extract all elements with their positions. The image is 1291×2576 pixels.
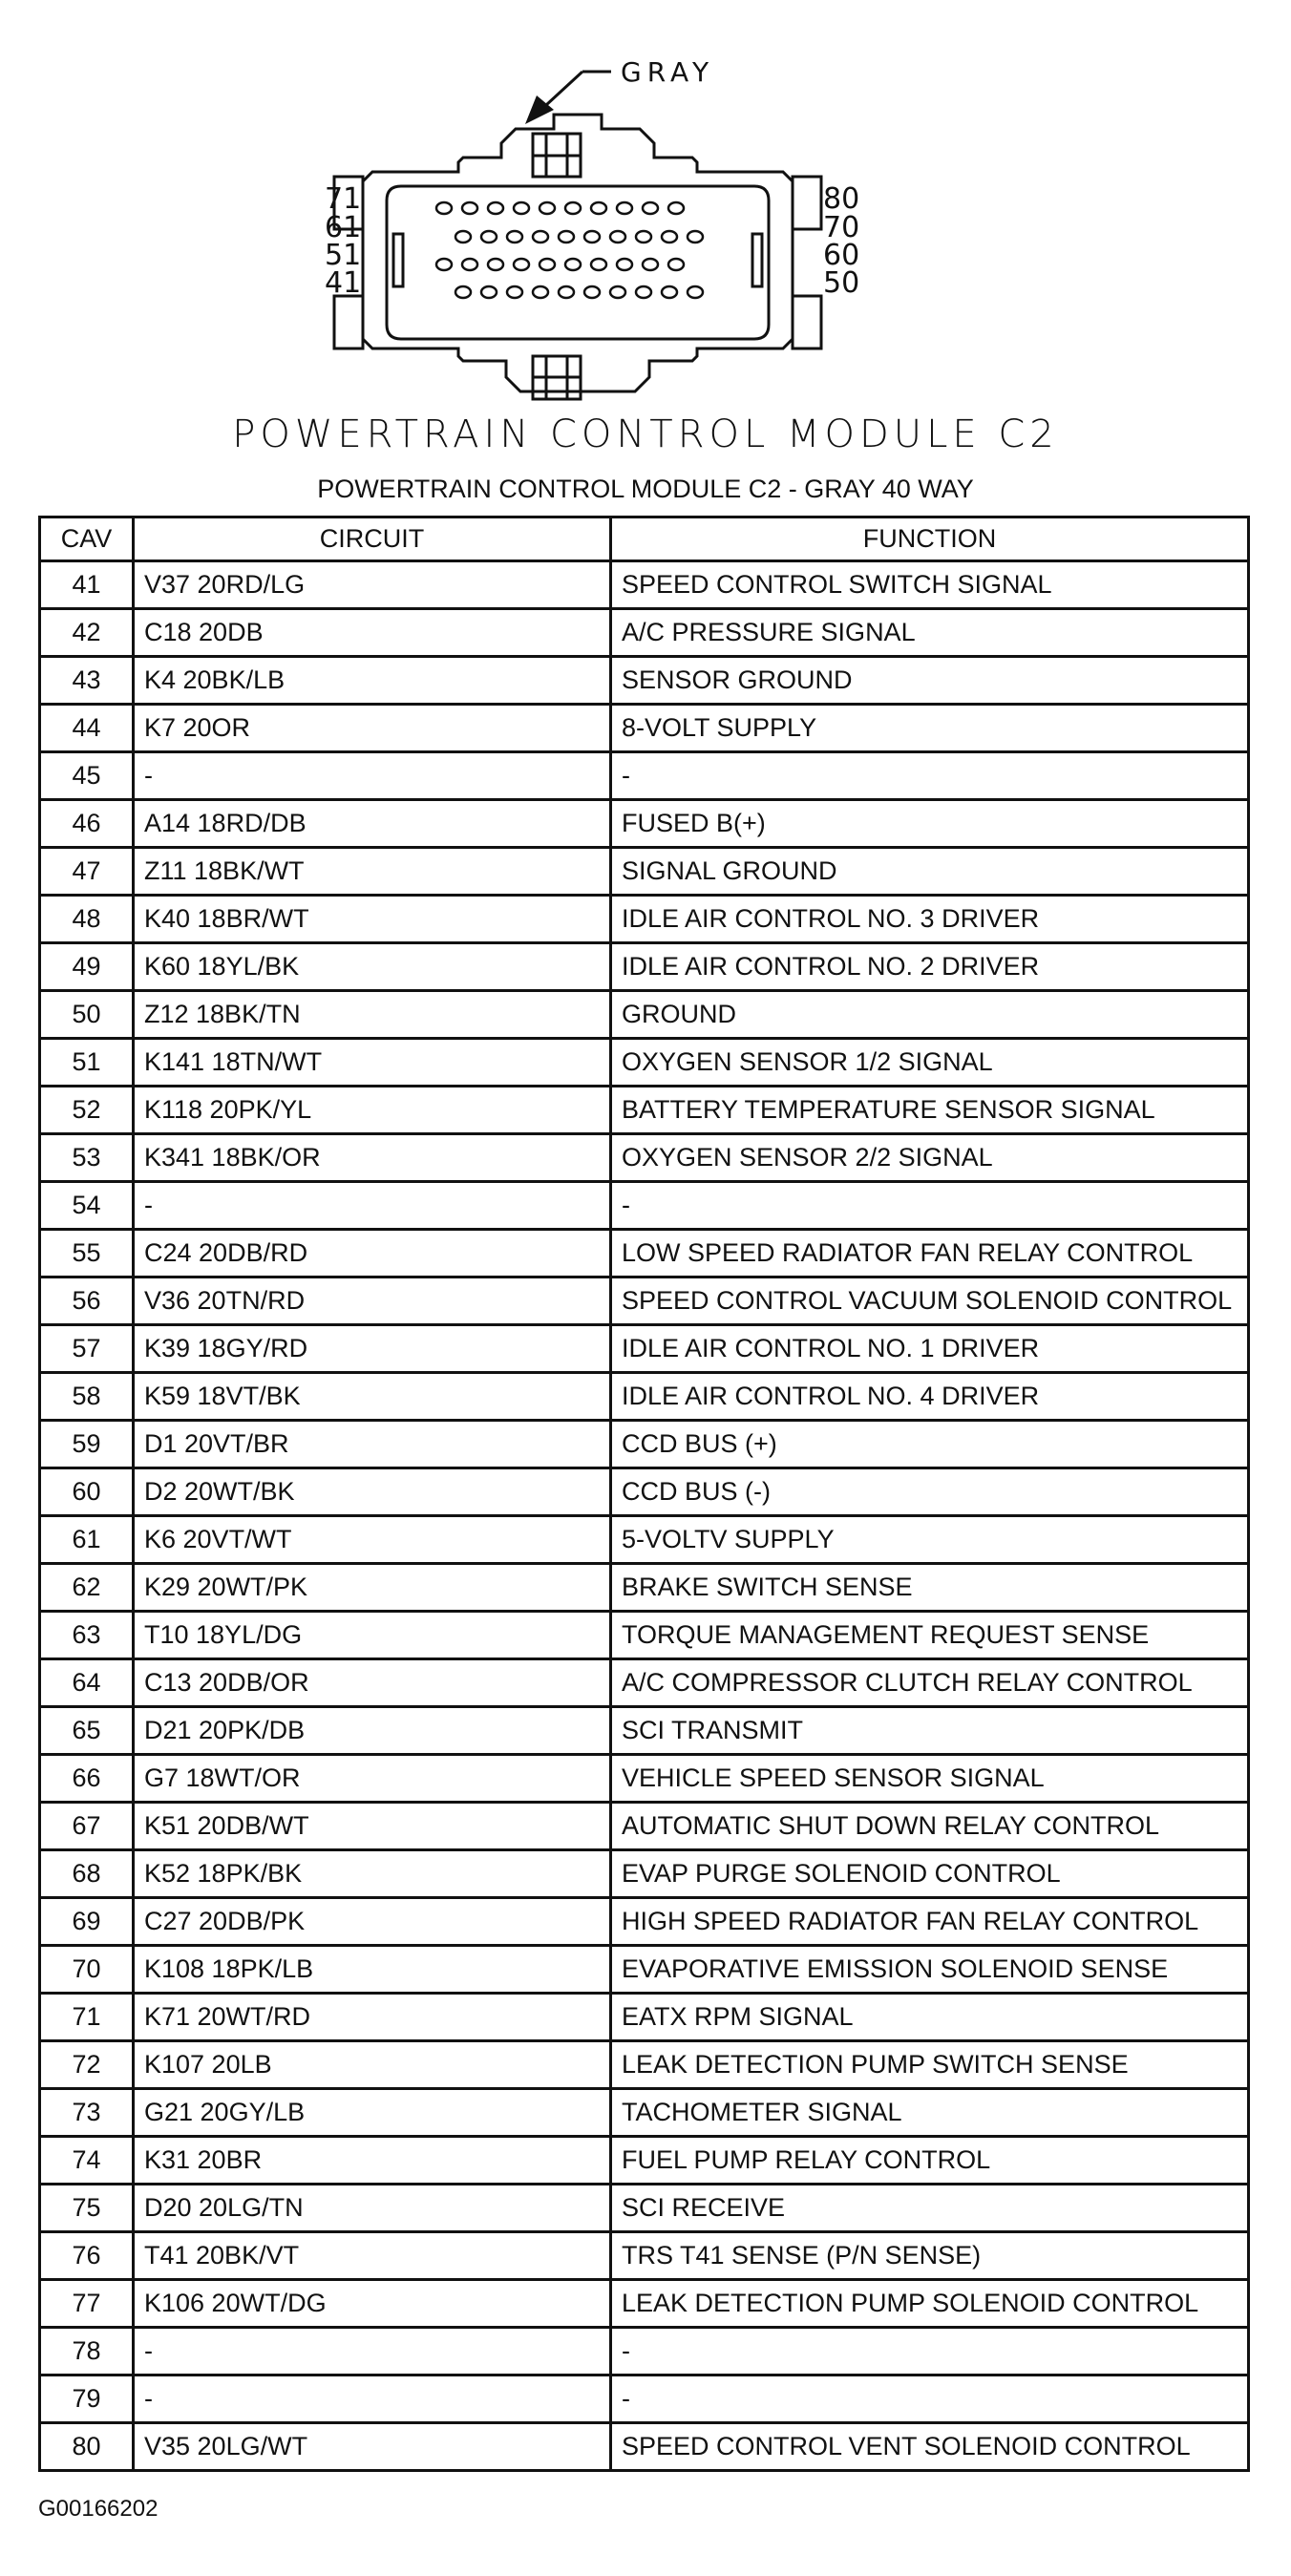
function-cell: SENSOR GROUND — [611, 657, 1249, 705]
pin-cavity — [488, 259, 503, 270]
table-row — [40, 2328, 1249, 2375]
table-row — [40, 896, 1249, 943]
pin-cavity — [559, 231, 574, 243]
cav-cell: 61 — [40, 1516, 134, 1564]
cav-cell: 74 — [40, 2137, 134, 2185]
cav-cell: 59 — [40, 1421, 134, 1468]
cav-cell: 60 — [40, 1468, 134, 1516]
cav-cell: 43 — [40, 657, 134, 705]
table-row — [40, 1898, 1249, 1946]
pin-cavity — [507, 231, 522, 243]
pin-number-label: 70 — [823, 211, 859, 244]
pin-cavity — [617, 259, 632, 270]
circuit-cell: Z12 18BK/TN — [134, 991, 611, 1039]
arrow-icon — [525, 95, 554, 124]
cav-cell: 68 — [40, 1850, 134, 1898]
circuit-cell: K4 20BK/LB — [134, 657, 611, 705]
table-row — [40, 705, 1249, 752]
cav-cell: 55 — [40, 1230, 134, 1277]
cav-cell: 47 — [40, 848, 134, 896]
pin-number-label: 71 — [325, 182, 362, 216]
circuit-cell: C24 20DB/RD — [134, 1230, 611, 1277]
pin-cavity — [688, 231, 703, 243]
cav-cell: 77 — [40, 2280, 134, 2328]
table-row — [40, 561, 1249, 609]
circuit-cell: D21 20PK/DB — [134, 1707, 611, 1755]
function-cell: SPEED CONTROL VACUUM SOLENOID CONTROL — [611, 1277, 1249, 1325]
function-cell: LEAK DETECTION PUMP SWITCH SENSE — [611, 2041, 1249, 2089]
pin-cavity — [455, 286, 471, 298]
cav-cell: 46 — [40, 800, 134, 848]
pin-labels-right — [823, 182, 859, 300]
pin-labels-left — [325, 182, 361, 300]
table-row — [40, 1373, 1249, 1421]
circuit-cell: - — [134, 752, 611, 800]
pin-cavity — [662, 231, 677, 243]
table-row — [40, 1182, 1249, 1230]
circuit-cell: K60 18YL/BK — [134, 943, 611, 991]
function-cell: TORQUE MANAGEMENT REQUEST SENSE — [611, 1612, 1249, 1659]
function-cell: IDLE AIR CONTROL NO. 2 DRIVER — [611, 943, 1249, 991]
cav-cell: 41 — [40, 561, 134, 609]
cav-cell: 56 — [40, 1277, 134, 1325]
table-row — [40, 752, 1249, 800]
function-cell: HIGH SPEED RADIATOR FAN RELAY CONTROL — [611, 1898, 1249, 1946]
function-cell: LEAK DETECTION PUMP SOLENOID CONTROL — [611, 2280, 1249, 2328]
pin-cavity — [643, 202, 658, 214]
function-cell: SCI RECEIVE — [611, 2185, 1249, 2232]
circuit-cell: K31 20BR — [134, 2137, 611, 2185]
pin-cavity — [507, 286, 522, 298]
cav-cell: 54 — [40, 1182, 134, 1230]
cav-cell: 52 — [40, 1087, 134, 1134]
pin-cavity — [533, 231, 548, 243]
table-row — [40, 2375, 1249, 2423]
pin-cavity — [436, 259, 452, 270]
function-cell: TACHOMETER SIGNAL — [611, 2089, 1249, 2137]
function-cell: 5-VOLTV SUPPLY — [611, 1516, 1249, 1564]
circuit-cell: C18 20DB — [134, 609, 611, 657]
table-row — [40, 2041, 1249, 2089]
circuit-cell: K341 18BK/OR — [134, 1134, 611, 1182]
pin-cavity — [514, 259, 529, 270]
table-row — [40, 1612, 1249, 1659]
pin-cavity — [636, 231, 651, 243]
function-cell: CCD BUS (+) — [611, 1421, 1249, 1468]
circuit-cell: K29 20WT/PK — [134, 1564, 611, 1612]
cav-cell: 58 — [40, 1373, 134, 1421]
pin-cavity — [462, 259, 477, 270]
connector-color-label: GRAY — [621, 56, 715, 88]
pin-number-label: 51 — [325, 239, 362, 272]
cav-cell: 44 — [40, 705, 134, 752]
pin-cavity — [565, 259, 581, 270]
pinout-body — [40, 561, 1249, 2471]
circuit-cell: V35 20LG/WT — [134, 2423, 611, 2471]
module-title: POWERTRAIN CONTROL MODULE C2 — [232, 412, 1059, 456]
circuit-cell: K52 18PK/BK — [134, 1850, 611, 1898]
table-row — [40, 1755, 1249, 1803]
cav-cell: 72 — [40, 2041, 134, 2089]
cav-cell: 62 — [40, 1564, 134, 1612]
circuit-cell: - — [134, 1182, 611, 1230]
pin-cavity — [533, 286, 548, 298]
pin-cavity — [643, 259, 658, 270]
circuit-cell: K6 20VT/WT — [134, 1516, 611, 1564]
pin-cavity — [481, 231, 497, 243]
cav-cell: 63 — [40, 1612, 134, 1659]
cav-cell: 69 — [40, 1898, 134, 1946]
table-row — [40, 1803, 1249, 1850]
table-row — [40, 991, 1249, 1039]
cav-cell: 45 — [40, 752, 134, 800]
function-cell: OXYGEN SENSOR 1/2 SIGNAL — [611, 1039, 1249, 1087]
pin-cavity — [591, 202, 606, 214]
table-row — [40, 1707, 1249, 1755]
circuit-cell: K106 20WT/DG — [134, 2280, 611, 2328]
circuit-cell: T10 18YL/DG — [134, 1612, 611, 1659]
cav-cell: 65 — [40, 1707, 134, 1755]
circuit-cell: A14 18RD/DB — [134, 800, 611, 848]
cav-cell: 48 — [40, 896, 134, 943]
header-circuit: CIRCUIT — [134, 517, 611, 561]
table-row — [40, 1087, 1249, 1134]
pin-cavity — [617, 202, 632, 214]
pin-cavity — [636, 286, 651, 298]
table-row — [40, 1277, 1249, 1325]
circuit-cell: K71 20WT/RD — [134, 1994, 611, 2041]
pin-cavity — [488, 202, 503, 214]
cav-cell: 51 — [40, 1039, 134, 1087]
table-row — [40, 2423, 1249, 2471]
circuit-cell: K7 20OR — [134, 705, 611, 752]
pin-number-label: 60 — [823, 239, 859, 272]
cav-cell: 57 — [40, 1325, 134, 1373]
cav-cell: 67 — [40, 1803, 134, 1850]
cav-cell: 80 — [40, 2423, 134, 2471]
pin-cavity — [668, 259, 684, 270]
table-row — [40, 800, 1249, 848]
cav-cell: 53 — [40, 1134, 134, 1182]
cav-cell: 76 — [40, 2232, 134, 2280]
function-cell: OXYGEN SENSOR 2/2 SIGNAL — [611, 1134, 1249, 1182]
cav-cell: 71 — [40, 1994, 134, 2041]
connector-diagram — [325, 53, 859, 415]
pin-cavity — [591, 259, 606, 270]
function-cell: VEHICLE SPEED SENSOR SIGNAL — [611, 1755, 1249, 1803]
table-row — [40, 2185, 1249, 2232]
table-row — [40, 2137, 1249, 2185]
pin-cavity — [584, 231, 600, 243]
header-cav: CAV — [40, 517, 134, 561]
circuit-cell: D20 20LG/TN — [134, 2185, 611, 2232]
circuit-cell: K39 18GY/RD — [134, 1325, 611, 1373]
pin-cavity — [540, 259, 555, 270]
pin-cavity — [584, 286, 600, 298]
table-row — [40, 943, 1249, 991]
cav-cell: 78 — [40, 2328, 134, 2375]
pin-cavity — [462, 202, 477, 214]
figure-id: G00166202 — [38, 2496, 159, 2522]
circuit-cell: K141 18TN/WT — [134, 1039, 611, 1087]
pin-grid — [436, 202, 703, 298]
function-cell: IDLE AIR CONTROL NO. 4 DRIVER — [611, 1373, 1249, 1421]
function-cell: SIGNAL GROUND — [611, 848, 1249, 896]
cav-cell: 42 — [40, 609, 134, 657]
pin-cavity — [514, 202, 529, 214]
circuit-cell: C27 20DB/PK — [134, 1898, 611, 1946]
table-row — [40, 1564, 1249, 1612]
circuit-cell: K118 20PK/YL — [134, 1087, 611, 1134]
cav-cell: 66 — [40, 1755, 134, 1803]
function-cell: AUTOMATIC SHUT DOWN RELAY CONTROL — [611, 1803, 1249, 1850]
table-row — [40, 848, 1249, 896]
function-cell: - — [611, 752, 1249, 800]
circuit-cell: G21 20GY/LB — [134, 2089, 611, 2137]
function-cell: EVAPORATIVE EMISSION SOLENOID SENSE — [611, 1946, 1249, 1994]
function-cell: BRAKE SWITCH SENSE — [611, 1564, 1249, 1612]
circuit-cell: C13 20DB/OR — [134, 1659, 611, 1707]
function-cell: FUSED B(+) — [611, 800, 1249, 848]
table-row — [40, 1134, 1249, 1182]
cav-cell: 50 — [40, 991, 134, 1039]
pin-number-label: 61 — [325, 211, 362, 244]
pin-cavity — [540, 202, 555, 214]
function-cell: - — [611, 2375, 1249, 2423]
pin-cavity — [668, 202, 684, 214]
function-cell: 8-VOLT SUPPLY — [611, 705, 1249, 752]
table-row — [40, 1230, 1249, 1277]
circuit-cell: K51 20DB/WT — [134, 1803, 611, 1850]
circuit-cell: D1 20VT/BR — [134, 1421, 611, 1468]
pin-cavity — [610, 286, 625, 298]
function-cell: IDLE AIR CONTROL NO. 1 DRIVER — [611, 1325, 1249, 1373]
circuit-cell: K108 18PK/LB — [134, 1946, 611, 1994]
table-row — [40, 1325, 1249, 1373]
pin-cavity — [436, 202, 452, 214]
header-function: FUNCTION — [611, 517, 1249, 561]
function-cell: TRS T41 SENSE (P/N SENSE) — [611, 2232, 1249, 2280]
cav-cell: 64 — [40, 1659, 134, 1707]
pin-cavity — [481, 286, 497, 298]
circuit-cell: G7 18WT/OR — [134, 1755, 611, 1803]
function-cell: A/C PRESSURE SIGNAL — [611, 609, 1249, 657]
table-caption: POWERTRAIN CONTROL MODULE C2 - GRAY 40 WAY — [317, 475, 974, 503]
cav-cell: 75 — [40, 2185, 134, 2232]
function-cell: - — [611, 1182, 1249, 1230]
pin-cavity — [662, 286, 677, 298]
function-cell: GROUND — [611, 991, 1249, 1039]
table-row — [40, 1659, 1249, 1707]
cav-cell: 70 — [40, 1946, 134, 1994]
table-row — [40, 2232, 1249, 2280]
function-cell: SPEED CONTROL SWITCH SIGNAL — [611, 561, 1249, 609]
table-row — [40, 1468, 1249, 1516]
connector-inner-face — [387, 186, 769, 339]
pin-cavity — [559, 286, 574, 298]
table-row — [40, 1850, 1249, 1898]
pin-cavity — [455, 231, 471, 243]
table-row — [40, 1421, 1249, 1468]
pinout-table — [38, 516, 1250, 2472]
pin-number-label: 50 — [823, 266, 859, 300]
pin-number-label: 80 — [823, 182, 859, 216]
cav-cell: 73 — [40, 2089, 134, 2137]
table-row — [40, 2280, 1249, 2328]
function-cell: CCD BUS (-) — [611, 1468, 1249, 1516]
pin-cavity — [688, 286, 703, 298]
circuit-cell: T41 20BK/VT — [134, 2232, 611, 2280]
function-cell: IDLE AIR CONTROL NO. 3 DRIVER — [611, 896, 1249, 943]
circuit-cell: K40 18BR/WT — [134, 896, 611, 943]
function-cell: SPEED CONTROL VENT SOLENOID CONTROL — [611, 2423, 1249, 2471]
function-cell: SCI TRANSMIT — [611, 1707, 1249, 1755]
table-row — [40, 609, 1249, 657]
function-cell: EVAP PURGE SOLENOID CONTROL — [611, 1850, 1249, 1898]
table-row — [40, 1946, 1249, 1994]
circuit-cell: V37 20RD/LG — [134, 561, 611, 609]
circuit-cell: K59 18VT/BK — [134, 1373, 611, 1421]
circuit-cell: Z11 18BK/WT — [134, 848, 611, 896]
circuit-cell: V36 20TN/RD — [134, 1277, 611, 1325]
function-cell: LOW SPEED RADIATOR FAN RELAY CONTROL — [611, 1230, 1249, 1277]
function-cell: EATX RPM SIGNAL — [611, 1994, 1249, 2041]
pin-cavity — [565, 202, 581, 214]
circuit-cell: D2 20WT/BK — [134, 1468, 611, 1516]
circuit-cell: - — [134, 2375, 611, 2423]
cav-cell: 79 — [40, 2375, 134, 2423]
circuit-cell: K107 20LB — [134, 2041, 611, 2089]
table-row — [40, 2089, 1249, 2137]
pin-cavity — [610, 231, 625, 243]
cav-cell: 49 — [40, 943, 134, 991]
function-cell: BATTERY TEMPERATURE SENSOR SIGNAL — [611, 1087, 1249, 1134]
table-header-row — [40, 517, 1249, 561]
table-row — [40, 1994, 1249, 2041]
function-cell: A/C COMPRESSOR CLUTCH RELAY CONTROL — [611, 1659, 1249, 1707]
table-row — [40, 1039, 1249, 1087]
pin-number-label: 41 — [325, 266, 362, 300]
circuit-cell: - — [134, 2328, 611, 2375]
function-cell: - — [611, 2328, 1249, 2375]
table-row — [40, 1516, 1249, 1564]
table-row — [40, 657, 1249, 705]
function-cell: FUEL PUMP RELAY CONTROL — [611, 2137, 1249, 2185]
